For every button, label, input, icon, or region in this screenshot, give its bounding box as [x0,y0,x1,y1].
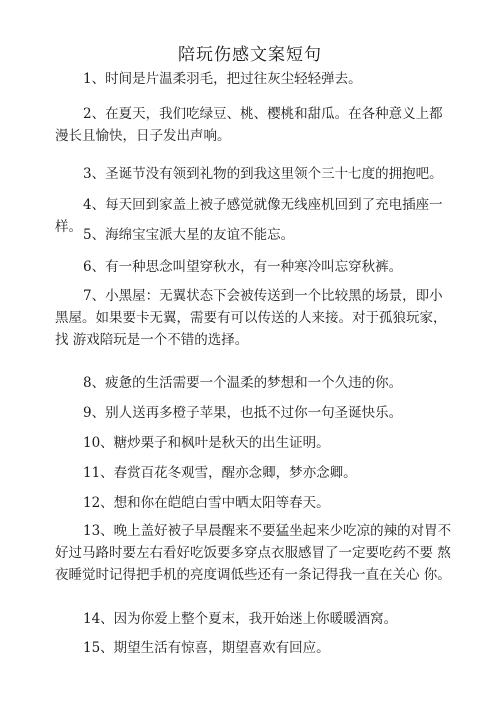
list-item: 6、有一种思念叫望穿秋水，有一种寒冷叫忘穿秋裤。 [83,259,403,275]
list-item: 1、时间是片温柔羽毛，把过往灰尘轻轻弹去。 [83,71,362,87]
list-item: 8、疲惫的生活需要一个温柔的梦想和一个久违的你。 [83,375,403,391]
list-item: 15、期望生活有惊喜，期望喜欢有回应。 [83,640,330,656]
list-item: 2、在夏天，我们吃绿豆、桃、樱桃和甜瓜。在各种意义上都漫长且愉快，日子发出声响。 [55,106,443,144]
list-item: 7、小黑屋：无翼状态下会被传送到一个比较黑的场景，即小黑屋。如果要卡无翼，需要有可以传送的人来接。对于孤狼玩家，找 游戏陪玩是一个不错的选择。 [55,288,447,348]
list-item: 14、因为你爱上整个夏末，我开始迷上你暖暖酒窝。 [83,611,398,627]
list-item: 9、别人送再多橙子苹果，也抵不过你一句圣诞快乐。 [83,405,403,421]
list-item: 5、海绵宝宝派大星的友谊不能忘。 [83,227,295,243]
document-title: 陪玩伤感文案短句 [178,45,322,65]
list-item: 11、春赏百花冬观雪，醒亦念卿，梦亦念卿。 [83,465,357,481]
list-item: 4、每天回到家盖上被子感觉就像无线座机回到了充电插座一 样。 [55,197,443,235]
list-item: 10、糖炒栗子和枫叶是秋天的出生证明。 [83,435,330,451]
list-item: 12、想和你在皑皑白雪中晒太阳等春天。 [83,495,330,511]
list-item: 3、圣诞节没有领到礼物的到我这里领个三十七度的拥抱吧。 [83,166,443,182]
list-item: 13、晚上盖好被子早晨醒来不要猛坐起来少吃凉的辣的对胃不好过马路时要左右看好吃饭要多穿点衣服感冒了一定要吃药不要 熬夜睡觉时记得把手机的亮度调低些还有一条记得我一直在关心 你。 [55,523,452,583]
